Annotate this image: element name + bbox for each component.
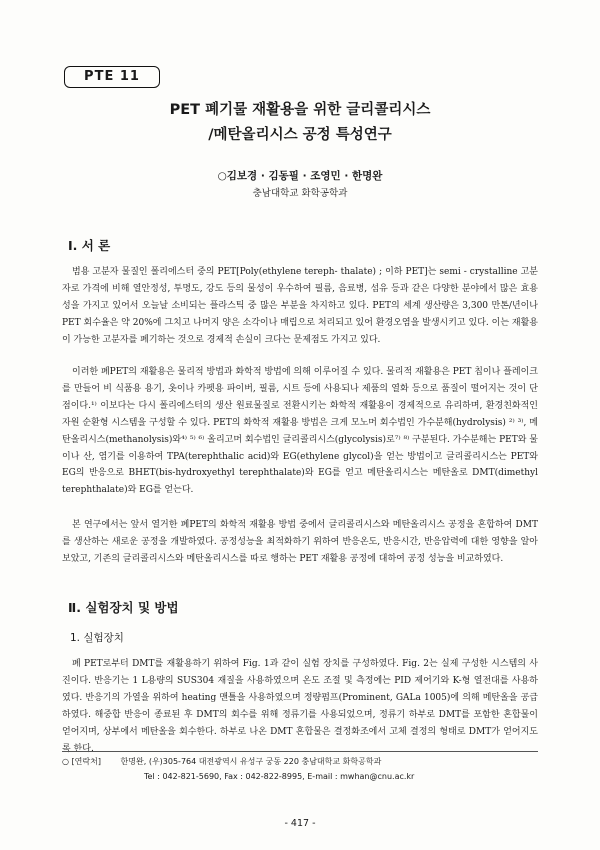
intro-paragraph-2: 이러한 폐PET의 재활용은 물리적 방법과 화학적 방법에 의해 이루어질 수 있다. 물리적 재활용은 PET 칩이나 플레이크를 만들어 비 식품용 용기, 옷이나 카펫용 파이버, 필름, 시트 등에 사용되나 제품의 열화 등으로 품질이 떨어지는 것이 단점이다.¹⁾ 이보다는 다시 폴리에스터의 생산 원료물질로 전환시키는 화학적 재활용이 경제적으로 유리하며, 환경친화적인 자원 순환형 시스템을 구성할 수 있다. PET의 화학적 재활용 방법은 크게 모노머 회수법인 가수분해(hydrolysis) ²⁾ ³⁾, 메탄올리시스(methanolysis)와⁴⁾ ⁵⁾ ⁶⁾ 올리고머 회수법인 글리콜리시스(glycolysis)로⁷⁾ ⁸⁾ 구분된다. 가수분해는 PET와 물이나 산, 염기를 이용하여 TPA(terephthalic acid)와 EG(ethylene glycol)을 얻는 방법이고 글리콜리시스는 PET와 EG의 반응으로 BHET(bis-hydroxyethyl terephthalate)와 EG를 얻고 메탄올리시스는 메탄올로 DMT(dimethyl terephthalate)와 EG를 얻는다. <box>62 367 538 496</box>
footnote-contact <box>62 756 538 768</box>
footnote-label: ○ [연락처] <box>62 757 101 766</box>
section-heading-intro: Ⅰ. 서 론 <box>68 238 111 253</box>
paper-title-line1: PET 폐기물 재활용을 위한 글리콜리시스 <box>169 102 431 118</box>
intro-paragraph-1: 범용 고분자 물질인 폴리에스터 중의 PET[Poly(ethylene tereph- thalate) ; 이하 PET]는 semi - crystalline 고분자로 가격에 비해 열안정성, 투명도, 강도 등의 물성이 우수하여 필름, 음료병, 섬유 등과 같은 다양한 분야에서 많은 효용성을 가지고 있어서 오늘날 소비되는 플라스틱 중 많은 부분을 차지하고 있다. PET의 세계 생산량은 3,300 만톤/년이나 PET 회수율은 약 20%에 그치고 나머지 양은 소각이나 매립으로 처리되고 있어 환경오염을 발생시키고 있다. 이는 재활용이 가능한 고분자를 폐기하는 것으로 경제적 손실이 크다는 문제점도 가지고 있다. <box>62 267 538 345</box>
session-badge: PTE 11 <box>64 66 160 88</box>
footnote-phone-email: Tel : 042-821-5690, Fax : 042-822-8995, E-mail : mwhan@cnu.ac.kr <box>144 772 415 781</box>
authors: ○김보경 · 김동필 · 조영민 · 한명완 <box>217 170 383 182</box>
footnote-divider <box>62 751 538 752</box>
footnote-address: 한명완, (우)305-764 대전광역시 유성구 궁동 220 충남대학교 화학공학과 <box>120 757 382 766</box>
subsection-heading-apparatus: 1. 실험장치 <box>70 632 124 644</box>
methods-paragraph-1: 폐 PET로부터 DMT를 재활용하기 위하여 Fig. 1과 같이 실험 장치를 구성하였다. Fig. 2는 실제 구성한 시스템의 사진이다. 반응기는 1 L용량의 SUS304 재질을 사용하였으며 온도 조절 및 측정에는 PID 제어기와 K-형 열전대를 사용하였다. 반응기의 가열을 위하여 heating 맨틀을 사용하였으며 정량펌프(Prominent, GALa 1005)에 의해 메탄올을 공급하였다. 해중합 반응이 종료된 후 DMT의 회수를 위해 정류기를 사용되었으며, 정류기 하부로 DMT를 포함한 혼합물이 얻어지며, 상부에서 메탄올을 회수한다. 하부로 나온 DMT 혼합물은 결정화조에서 고체 결정의 형태로 DMT가 얻어지도록 한다. <box>62 659 538 754</box>
page-number: - 417 - <box>284 818 316 829</box>
intro-paragraph-3: 본 연구에서는 앞서 열거한 폐PET의 화학적 재활용 방법 중에서 글리콜리시스와 메탄올리시스 공정을 혼합하여 DMT를 생산하는 새로운 공정을 개발하였다. 공정성능을 최적화하기 위하여 반응온도, 반응시간, 반응압력에 대한 영향을 알아보았고, 기존의 글리콜리시스와 메탄올리시스를 따로 행하는 PET 재활용 공정에 대하여 공정 성능을 비교하였다. <box>62 520 538 564</box>
section-heading-methods: Ⅱ. 실험장치 및 방법 <box>68 600 179 615</box>
affiliation: 충남대학교 화학공학과 <box>252 188 348 199</box>
paper-title-line2: /메탄올리시스 공정 특성연구 <box>208 127 392 143</box>
